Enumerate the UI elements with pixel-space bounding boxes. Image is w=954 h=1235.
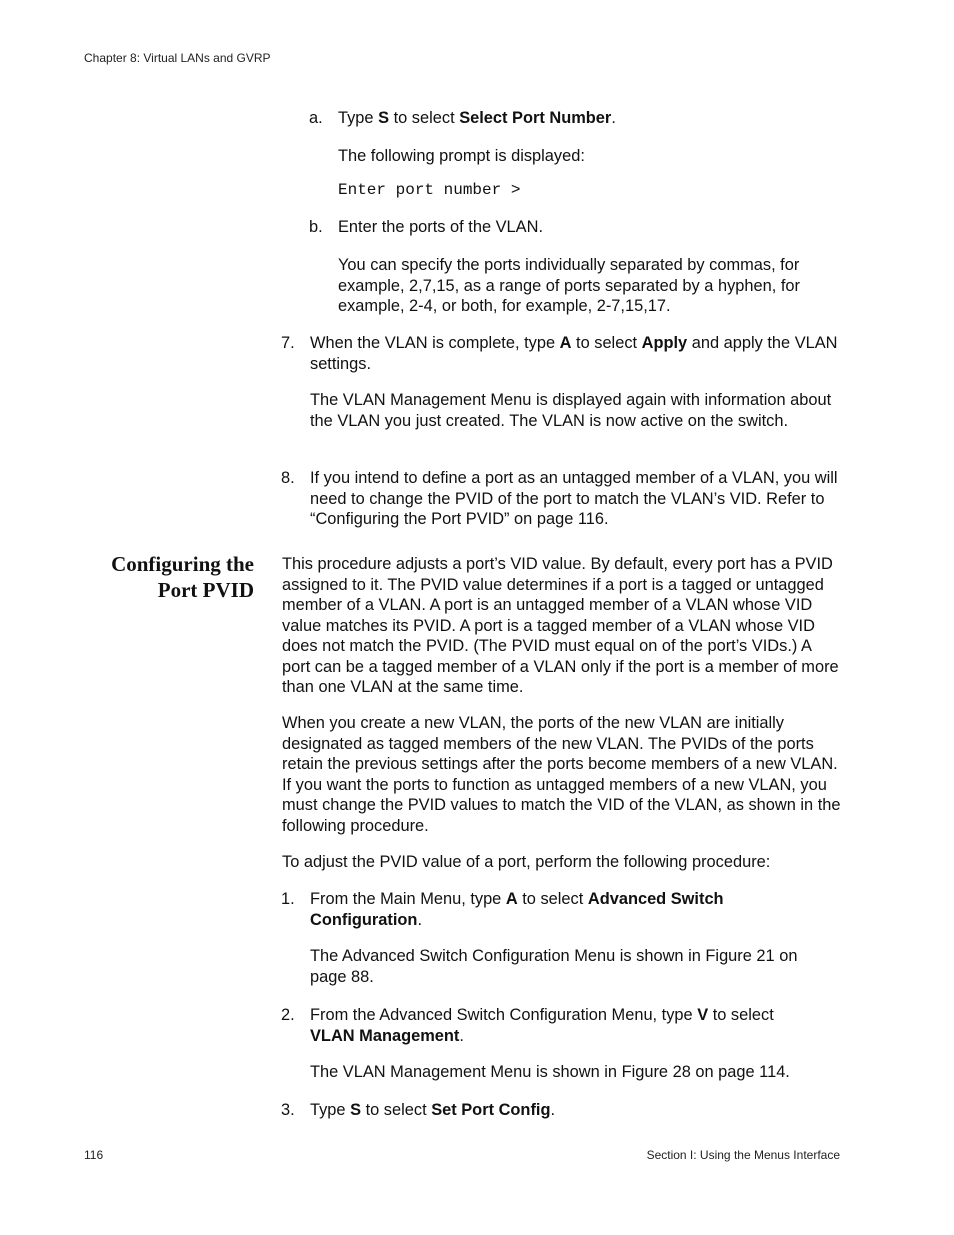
substep-a-text: Type S to select Select Port Number. xyxy=(338,109,616,127)
running-header: Chapter 8: Virtual LANs and GVRP xyxy=(84,51,271,65)
substep-b-note: You can specify the ports individually separated by commas, for example, 2,7,15, as a range of ports separated by a hyphen, for example, 2-4, or both, for example, 2-7,15,17. xyxy=(338,256,800,315)
substep-a-note: The following prompt is displayed: xyxy=(338,147,585,165)
step8-text: If you intend to define a port as an untagged member of a VLAN, you will need to change the PVID of the port to match the VLAN’s VID. Refer to “Configuring the Port PVID” on page 116. xyxy=(310,469,838,528)
page-number: 116 xyxy=(84,1148,104,1162)
step7-text: When the VLAN is complete, type A to select Apply and apply the VLAN settings. xyxy=(310,334,838,373)
proc3-marker: 3. xyxy=(281,1101,295,1119)
proc1-text: From the Main Menu, type A to select Advanced Switch Configuration. xyxy=(310,890,724,929)
proc2-note: The VLAN Management Menu is shown in Figure 28 on page 114. xyxy=(310,1063,790,1081)
substep-b-text: Enter the ports of the VLAN. xyxy=(338,218,543,236)
intro-paragraph-3: To adjust the PVID value of a port, perform the following procedure: xyxy=(282,853,771,871)
intro-paragraph-1: This procedure adjusts a port’s VID value. By default, every port has a PVID assigned to it. The PVID value determines if a port is a tagged or untagged member of a VLAN. A port is an untagged member of a VLAN whose VID value matches its PVID. A port is a tagged member of a VLAN whose VID does not match the PVID. (The PVID must equal on of the port’s VIDs.) A port can be a tagged member of a VLAN only if the port is a member of more than one VLAN at the same time. xyxy=(282,555,839,696)
substep-b-marker: b. xyxy=(309,218,323,236)
section-heading-line1: Configuring the xyxy=(111,552,254,576)
proc1-marker: 1. xyxy=(281,890,295,908)
proc2-marker: 2. xyxy=(281,1006,295,1024)
section-heading xyxy=(111,551,254,603)
intro-paragraph-2: When you create a new VLAN, the ports of the new VLAN are initially designated as tagged members of the new VLAN. The PVIDs of the ports retain the previous settings after the ports become members of a new VLAN. If you want the ports to function as untagged members of a new VLAN, you must change the PVID values to match the VID of the VLAN, as shown in the following procedure. xyxy=(282,714,841,835)
step7-marker: 7. xyxy=(281,334,295,352)
step7-note: The VLAN Management Menu is displayed again with information about the VLAN you just created. The VLAN is now active on the switch. xyxy=(310,391,832,430)
step8-marker: 8. xyxy=(281,469,295,487)
substep-a-marker: a. xyxy=(309,109,323,127)
proc2-text: From the Advanced Switch Configuration Menu, type V to select VLAN Management. xyxy=(310,1006,774,1045)
running-footer-section: Section I: Using the Menus Interface xyxy=(646,1148,840,1162)
section-heading-line2: Port PVID xyxy=(157,578,254,602)
proc3-text: Type S to select Set Port Config. xyxy=(310,1101,556,1119)
proc1-note: The Advanced Switch Configuration Menu is shown in Figure 21 on page 88. xyxy=(310,947,798,986)
port-number-prompt: Enter port number > xyxy=(338,181,521,199)
